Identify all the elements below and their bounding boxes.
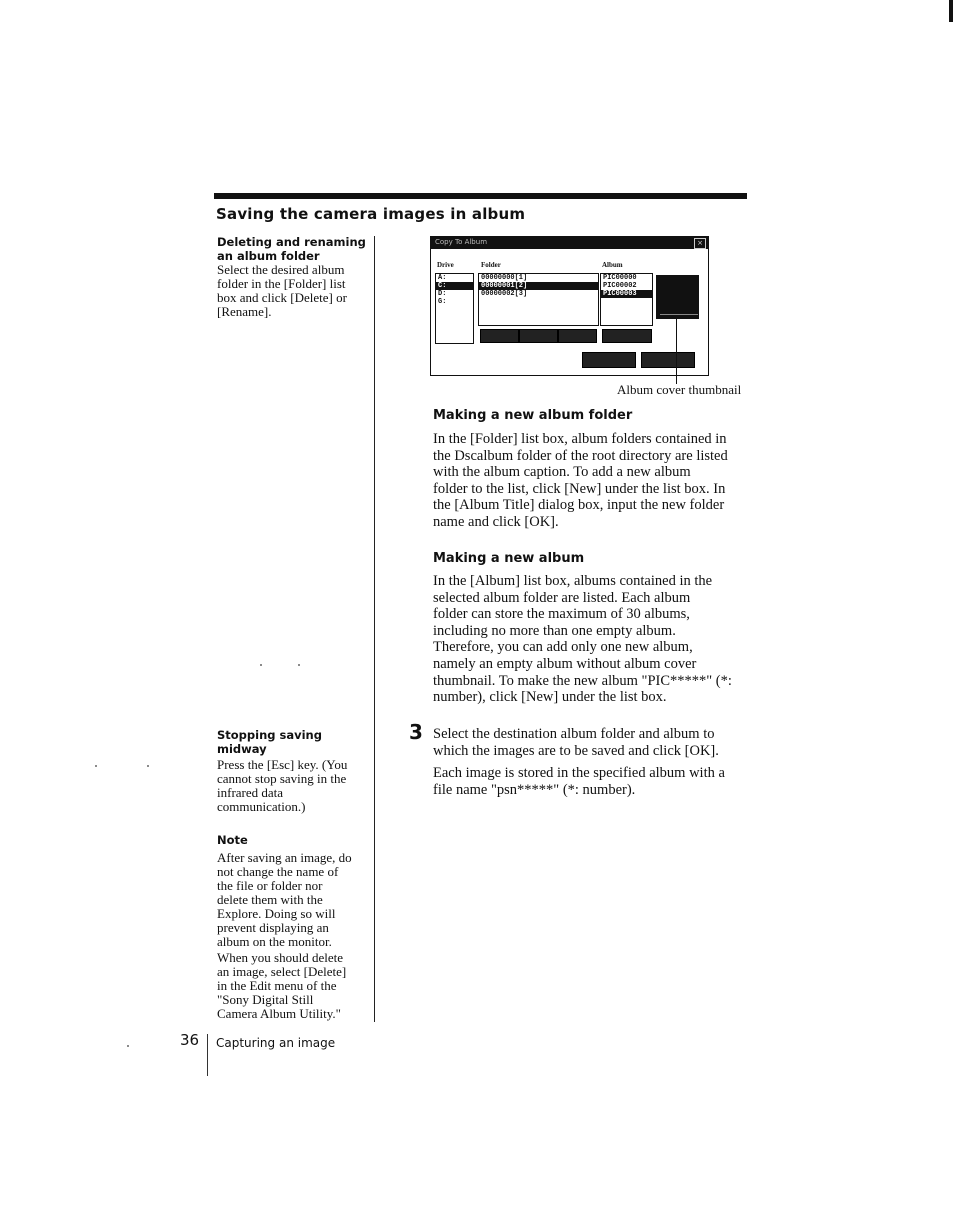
sidebar-line: Select the desired album	[217, 262, 345, 277]
step3-body	[433, 726, 753, 798]
dialog-titlebar	[431, 237, 708, 249]
body-line: namely an empty album without album cover	[433, 655, 697, 672]
body-line: Therefore, you can add only one new album,	[433, 639, 693, 656]
making-album-heading: Making a new album	[433, 551, 585, 566]
note-line: the file or folder nor	[217, 878, 323, 893]
note-line: album on the monitor.	[217, 934, 332, 949]
scan-edge-mark	[949, 0, 953, 22]
folder-new-button[interactable]	[480, 329, 519, 343]
thumbnail-callout-tick	[660, 314, 698, 315]
body-line: Each image is stored in the specified album with a	[433, 765, 725, 782]
scan-speck	[95, 765, 97, 767]
drive-item[interactable]: A:	[438, 274, 447, 282]
cancel-button[interactable]	[641, 352, 695, 368]
sidebar-line: Press the [Esc] key. (You	[217, 757, 348, 772]
body-line: thumbnail. To make the new album "PIC*****" (*:	[433, 672, 732, 689]
thumbnail-callout-line	[676, 318, 677, 384]
sidebar-heading: Stopping saving	[217, 728, 322, 742]
drive-item[interactable]: C:	[436, 282, 473, 290]
making-album-body	[433, 573, 753, 706]
drive-item[interactable]: G:	[438, 298, 447, 306]
sidebar-note	[217, 833, 372, 1021]
note-line: delete them with the	[217, 892, 323, 907]
body-line: Select the destination album folder and album to	[433, 726, 715, 742]
body-line: which the images are to be saved and click [OK].	[433, 742, 719, 759]
making-folder-heading: Making a new album folder	[433, 408, 633, 423]
sidebar-heading: Deleting and renaming	[217, 235, 366, 249]
column-divider	[374, 236, 375, 1022]
album-item[interactable]: PIC00002	[603, 282, 637, 290]
sidebar-delete-rename	[217, 235, 367, 319]
folder-item[interactable]: 00000001[2]	[479, 282, 598, 290]
sidebar-line: folder in the [Folder] list	[217, 276, 346, 291]
sidebar-heading: an album folder	[217, 249, 320, 263]
body-line: In the [Album] list box, albums contained in the	[433, 573, 713, 589]
sidebar-line: box and click [Delete] or	[217, 290, 347, 305]
body-line: the Dscalbum folder of the root directory are listed	[433, 447, 728, 464]
ok-button[interactable]	[582, 352, 636, 368]
section-rule	[214, 193, 747, 199]
close-icon[interactable]: ×	[694, 238, 706, 249]
drive-listbox[interactable]	[435, 273, 474, 344]
folder-rename-button[interactable]	[558, 329, 597, 343]
body-line: selected album folder are listed. Each album	[433, 589, 691, 606]
scan-speck	[127, 1045, 129, 1047]
note-line: an image, select [Delete]	[217, 964, 347, 979]
album-new-button[interactable]	[602, 329, 652, 343]
scan-speck	[298, 664, 300, 666]
sidebar-line: infrared data	[217, 785, 284, 800]
folder-delete-button[interactable]	[519, 329, 558, 343]
album-cover-thumbnail	[656, 275, 699, 319]
folder-label: Folder	[481, 261, 501, 269]
note-line: "Sony Digital Still	[217, 992, 314, 1007]
body-line: with the album caption. To add a new album	[433, 464, 691, 481]
footer-label: Capturing an image	[216, 1036, 336, 1050]
body-line: the [Album Title] dialog box, input the new folder	[433, 497, 725, 514]
folder-listbox[interactable]	[478, 273, 599, 326]
folder-item[interactable]: 00000002[3]	[481, 290, 528, 298]
note-line: Camera Album Utility."	[217, 1006, 341, 1021]
album-item[interactable]: PIC00000	[603, 274, 637, 282]
note-heading: Note	[217, 833, 248, 847]
page-number: 36	[180, 1031, 200, 1049]
sidebar-stopping	[217, 728, 367, 814]
note-line: in the Edit menu of the	[217, 978, 337, 993]
sidebar-line: [Rename].	[217, 304, 272, 319]
note-line: not change the name of	[217, 864, 339, 879]
sidebar-line: communication.)	[217, 799, 306, 814]
thumbnail-caption: Album cover thumbnail	[617, 382, 742, 397]
album-label: Album	[602, 261, 623, 269]
body-line: folder can store the maximum of 30 albums,	[433, 606, 690, 623]
drive-item[interactable]: D:	[438, 290, 447, 298]
note-line: When you should delete	[217, 950, 343, 965]
drive-label: Drive	[437, 261, 454, 269]
scan-speck	[260, 664, 262, 666]
sidebar-line: cannot stop saving in the	[217, 771, 347, 786]
making-folder-body	[433, 431, 753, 531]
body-line: name and click [OK].	[433, 513, 559, 530]
body-line: In the [Folder] list box, album folders contained in	[433, 431, 727, 447]
note-line: prevent displaying an	[217, 920, 329, 935]
footer-divider	[207, 1034, 208, 1076]
folder-item[interactable]: 00000000[1]	[481, 274, 528, 282]
body-line: including no more than one empty album.	[433, 622, 676, 639]
body-line: number), click [New] under the list box.	[433, 689, 667, 706]
sidebar-heading: midway	[217, 742, 267, 756]
album-listbox[interactable]	[600, 273, 653, 326]
body-line: folder to the list, click [New] under the list box. In	[433, 480, 726, 497]
body-line: file name "psn*****" (*: number).	[433, 781, 636, 798]
album-item[interactable]: PIC00003	[601, 290, 652, 298]
section-title: Saving the camera images in album	[216, 205, 526, 223]
step-number: 3	[409, 720, 423, 744]
dialog-title: Copy To Album	[435, 238, 488, 246]
note-line: After saving an image, do	[217, 850, 352, 865]
note-line: Explore. Doing so will	[217, 906, 336, 921]
scan-speck	[147, 765, 149, 767]
